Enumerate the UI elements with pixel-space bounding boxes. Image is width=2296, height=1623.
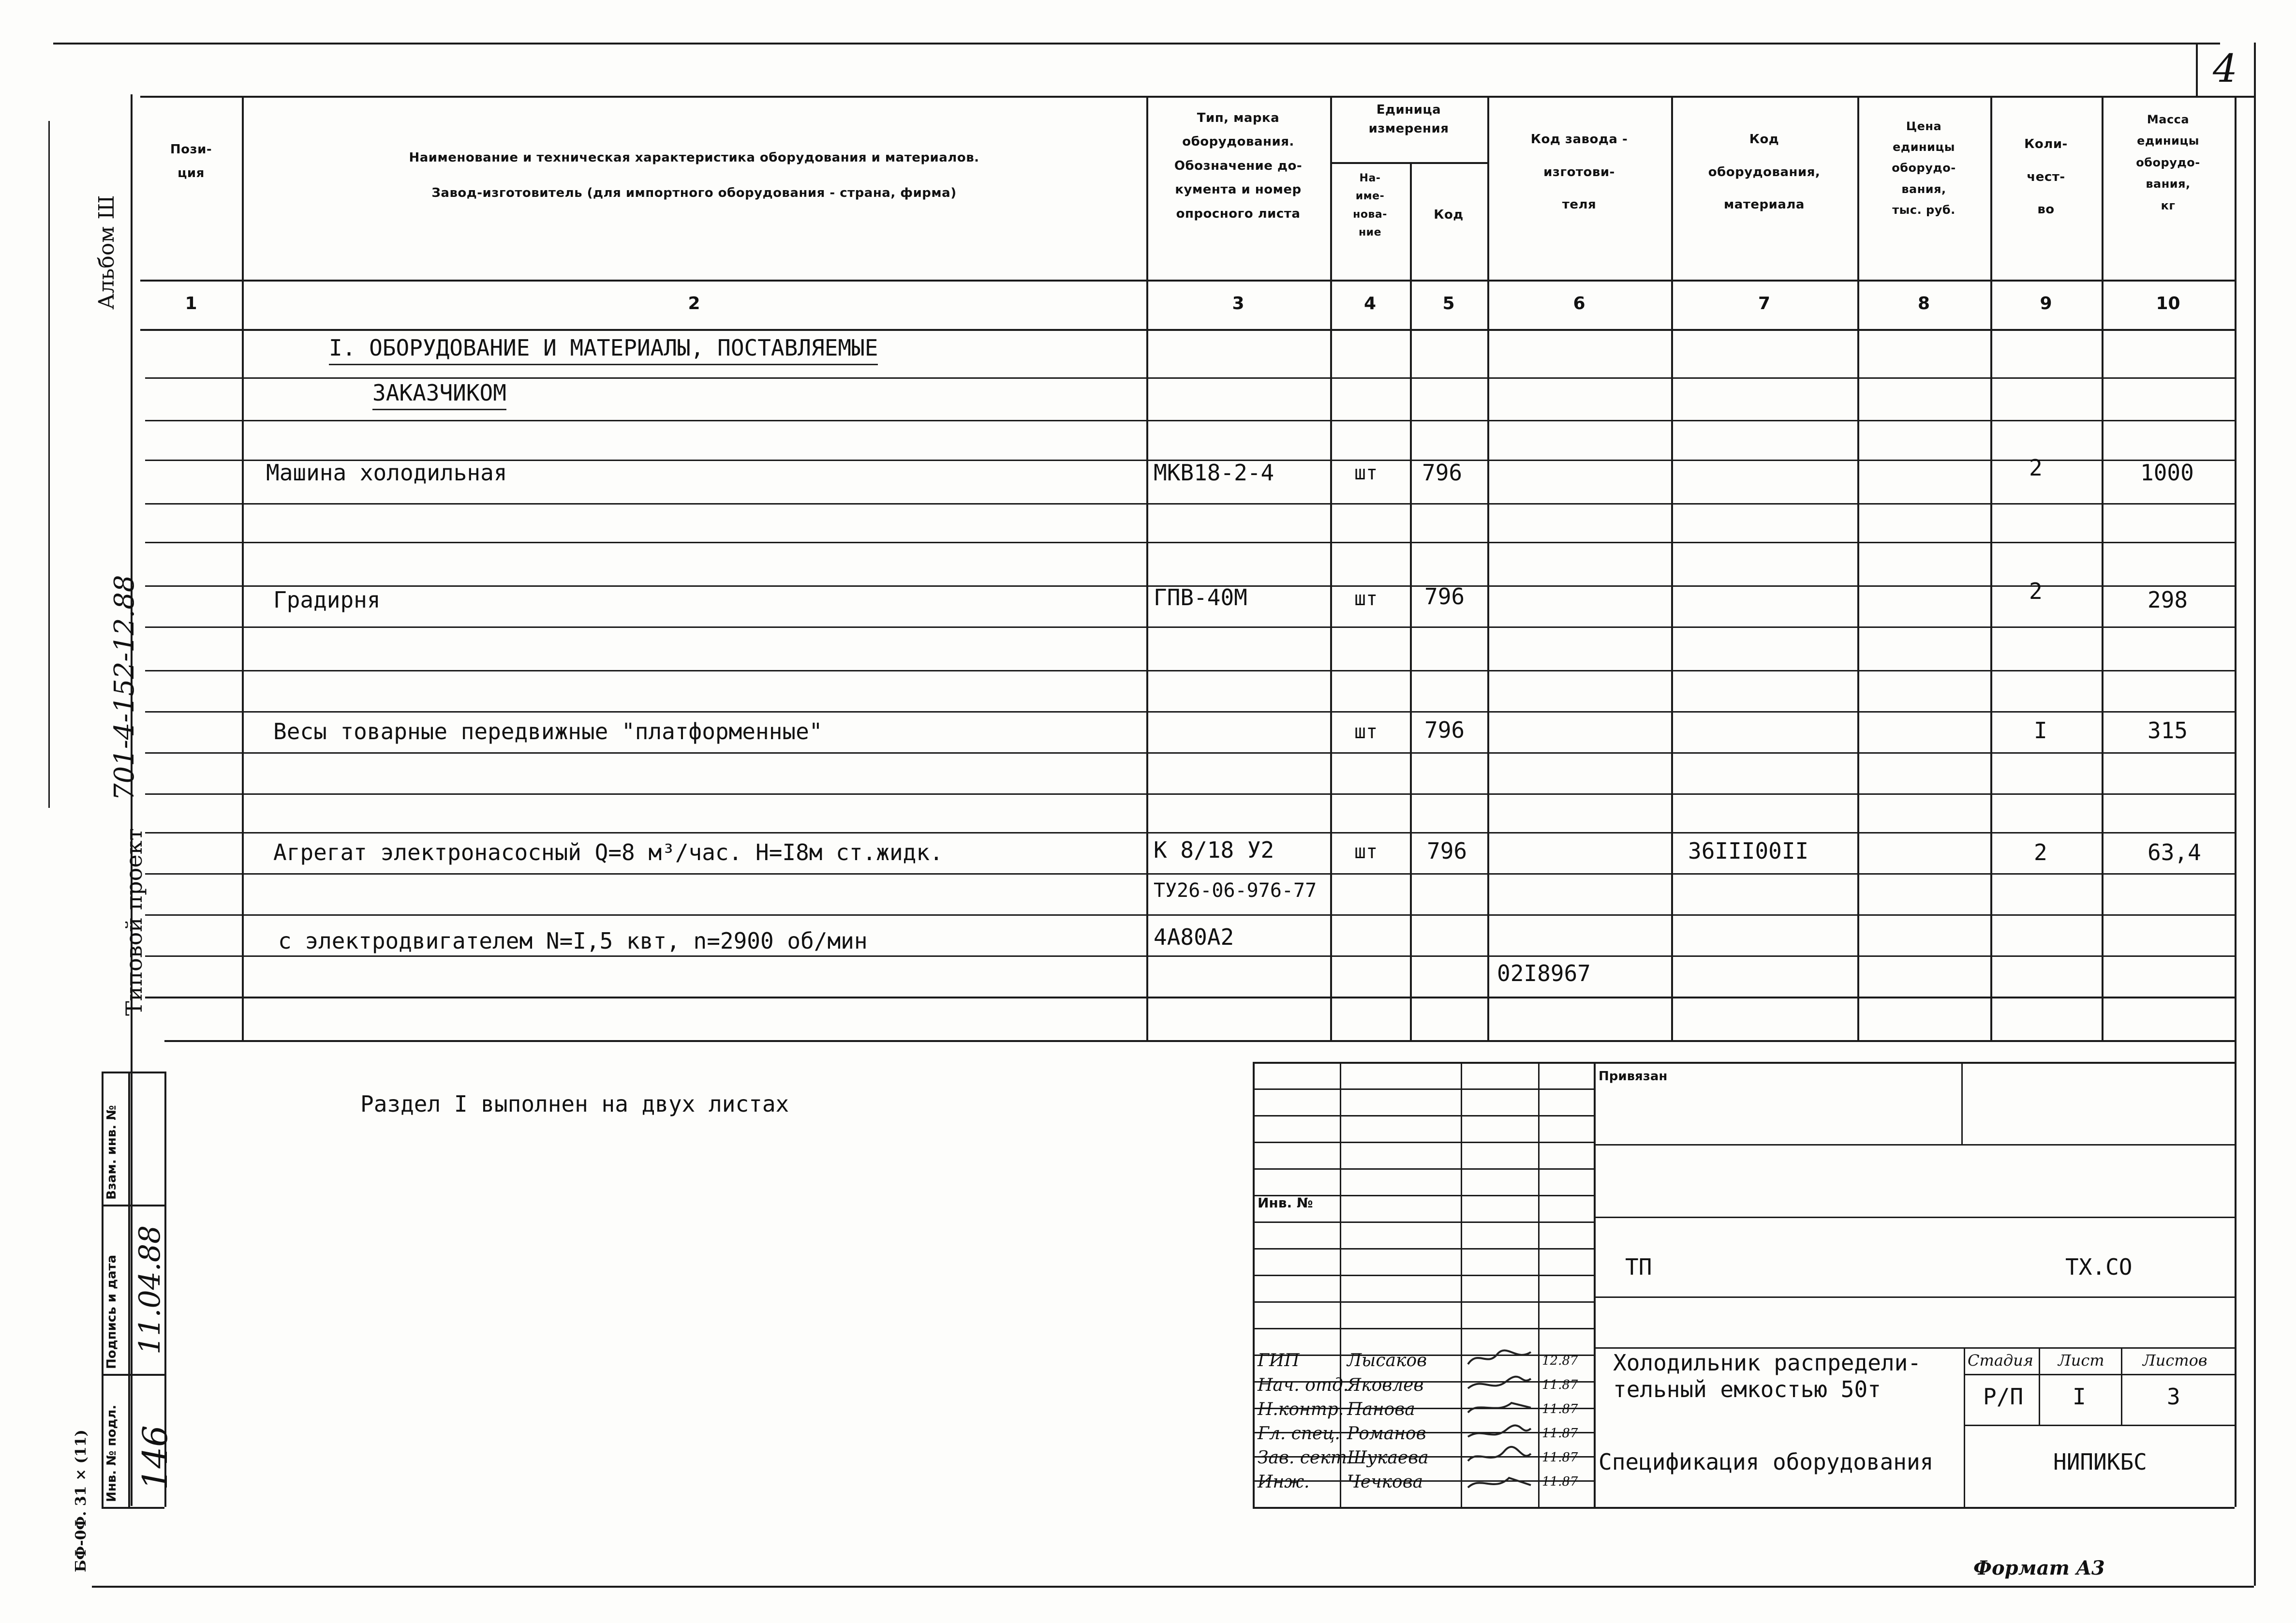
inventory-label: Инв. № — [1258, 1195, 1313, 1211]
album-label: Альбом Ш — [94, 195, 119, 310]
header-factory-code: Код завода - изготови- теля — [1530, 132, 1628, 212]
title-line2: тельный емкостью 50т — [1613, 1376, 1881, 1402]
sheets-label: Листов — [2143, 1351, 2207, 1370]
document-code: ТХ.СО — [2065, 1254, 2133, 1280]
section-note: Раздел I выполнен на двух листах — [360, 1091, 789, 1117]
stage-value: Р/П — [1983, 1384, 2024, 1410]
motor-type: 4А80А2 — [1154, 924, 1234, 950]
tu-reference: ТУ26-06-976-77 — [1154, 879, 1317, 902]
header-name: Наименование и техническая характеристика оборудования и материалов. Завод-изготовитель (для импортного оборудования - страна, фирма) — [409, 150, 979, 200]
motor-line: с электродвигателем N=I,5 квт, n=2900 об/мин — [278, 928, 868, 954]
drawing-subtitle: Спецификация оборудования — [1599, 1449, 1934, 1475]
title-line1: Холодильник распредели- — [1613, 1350, 1921, 1376]
header-position: Пози- ция — [170, 142, 212, 181]
stage-label: Стадия — [1968, 1351, 2033, 1370]
header-mass: Масса единицы оборудо- вания, кг — [2136, 113, 2200, 212]
tp-label: ТП — [1625, 1254, 1652, 1280]
section-heading-line1: I. ОБОРУДОВАНИЕ И МАТЕРИАЛЫ, ПОСТАВЛЯЕМЫЕ — [329, 335, 878, 365]
bottom-border — [92, 1586, 2254, 1588]
top-border — [53, 43, 2220, 45]
corner-sheet-number: 4 — [2213, 46, 2237, 91]
sheet-value: I — [2073, 1384, 2086, 1410]
factory-code: 02I8967 — [1497, 960, 1591, 986]
header-unit-code: Код — [1434, 208, 1464, 222]
header-unit-name: На- име- нова- ние — [1353, 172, 1387, 239]
section-heading-line2: ЗАКАЗЧИКОМ — [372, 380, 506, 410]
privyazan-label: Привязан — [1599, 1069, 1668, 1084]
header-type: Тип, марка оборудования. Обозначение до- кумента и номер опросного листа — [1174, 111, 1303, 221]
header-equip-code: Код оборудования, материала — [1708, 132, 1821, 212]
project-label: Типовой проект — [121, 828, 147, 1016]
inventory-number-handwritten: 146 — [135, 1425, 175, 1490]
right-border — [2254, 43, 2256, 1586]
format-label: Формат A3 — [1973, 1557, 2105, 1579]
sheet-label: Лист — [2058, 1351, 2104, 1370]
header-price: Цена единицы оборудо- вания, тыс. руб. — [1892, 119, 1956, 217]
header-quantity: Коли- чест- во — [2024, 137, 2068, 217]
header-unit: Единица измерения — [1368, 103, 1449, 136]
organization: НИПИКБС — [2053, 1449, 2147, 1475]
sign-date-handwritten: 11.04.88 — [133, 1225, 167, 1355]
signature-marks — [1463, 1347, 1536, 1504]
project-number: 701-4-152-12.88 — [109, 575, 140, 801]
sheets-value: 3 — [2167, 1384, 2180, 1410]
form-code: БФ-0Ф. 31 × (11) — [73, 1429, 89, 1572]
